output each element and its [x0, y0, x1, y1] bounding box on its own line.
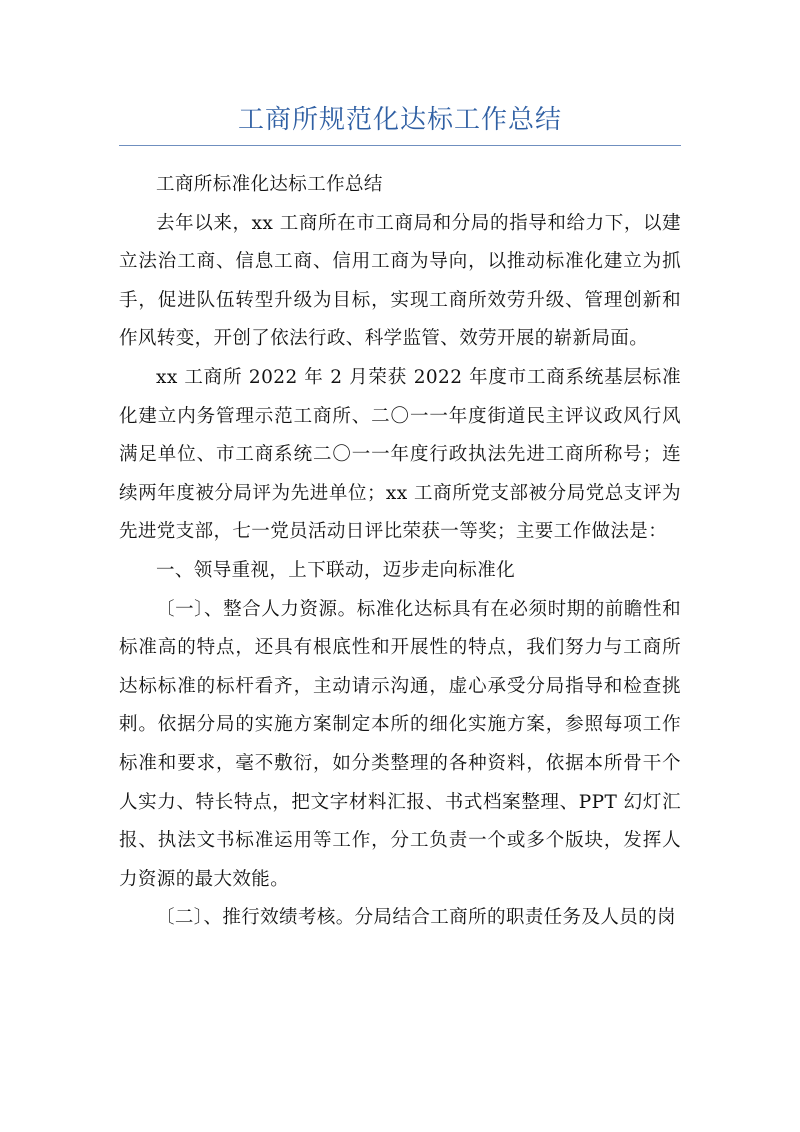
subtitle-line: 工商所标准化达标工作总结	[156, 174, 383, 195]
section-item-1: 〔一〕、整合人力资源。标准化达标具有在必须时期的前瞻性和标准高的特点，还具有根底性和开展性的特点，我们努力与工商所达标标准的标杆看齐，主动请示沟通，虚心承受分局指导和检查挑剌。依据分局的实施方案制定本所的细化实施方案，参照每项工作标准和要求，毫不敷衍，如分类整理的各种资料，依据本所骨干个人实力、特长特点，把文字材料汇报、书式档案整理、PPT 幻灯汇报、执法文书标准运用等工作，分工负责一个或多个版块，发挥人力资源的最大效能。	[119, 598, 681, 890]
section-item-2: 〔二〕、推行效绩考核。分局结合工商所的职责任务及人员的岗	[156, 907, 676, 929]
title-divider	[119, 145, 681, 146]
document-body	[119, 166, 681, 938]
paragraph-honors: xx 工商所 2022 年 2 月荣获 2022 年度市工商系统基层标准化建立内务管理示范工商所、二〇一一年度街道民主评议政风行风满足单位、市工商系统二〇一一年度行政执法先进工商所称号；连续两年度被分局评为先进单位；xx 工商所党支部被分局党总支评为先进党支部，七一党员活动日评比荣获一等奖；主要工作做法是：	[119, 366, 681, 543]
document-title: 工商所规范化达标工作总结	[237, 105, 562, 135]
section-heading: 一、领导重视，上下联动，迈步走向标准化	[156, 559, 516, 581]
paragraph-intro: 去年以来，xx 工商所在市工商局和分局的指导和给力下，以建立法治工商、信息工商、信用工商为导向，以推动标准化建立为抓手，促进队伍转型升级为目标，实现工商所效劳升级、管理创新和作风转变，开创了依法行政、科学监管、效劳开展的崭新局面。	[119, 212, 681, 350]
